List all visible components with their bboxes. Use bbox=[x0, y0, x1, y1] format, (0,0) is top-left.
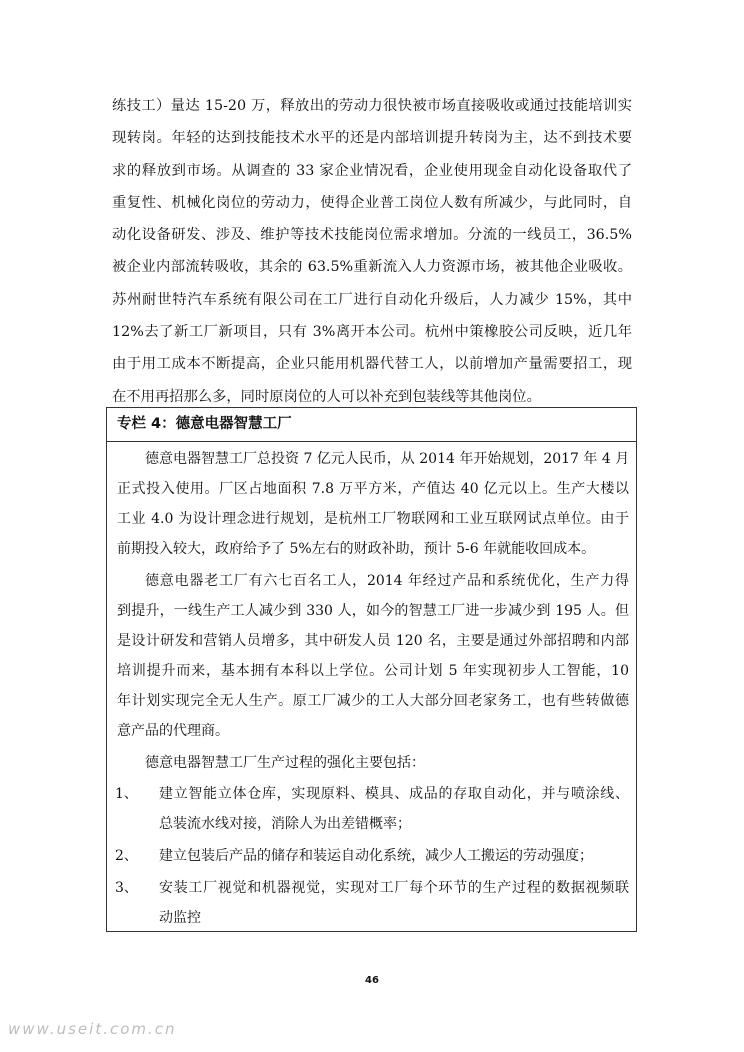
list-intro: 德意电器智慧工厂生产过程的强化主要包括： bbox=[145, 755, 425, 771]
body-line: 苏州耐世特汽车系统有限公司在工厂进行自动化升级后，人力减少 15%，其中 bbox=[112, 291, 632, 308]
watermark: www.useit.com.cn bbox=[8, 1020, 177, 1038]
page-number: 46 bbox=[365, 975, 379, 986]
list-number: 1、 bbox=[115, 786, 138, 802]
list-item-line: 建立智能立体仓库，实现原料、模具、成品的存取自动化，并与喷涂线、 bbox=[159, 786, 629, 802]
body-line: 被企业内部流转吸收，其余的 63.5%重新流入人力资源市场，被其他企业吸收。 bbox=[112, 259, 632, 276]
box-p1-line: 德意电器智慧工厂总投资 7 亿元人民币，从 2014 年开始规划，2017 年 4 月 bbox=[145, 451, 629, 467]
body-paragraph bbox=[112, 90, 632, 413]
list-number: 3、 bbox=[115, 880, 138, 896]
list-number: 2、 bbox=[115, 848, 138, 864]
box-p2-line: 培训提升而来，基本拥有本科以上学位。公司计划 5 年实现初步人工智能，10 bbox=[117, 663, 629, 679]
box-p2-line: 德意电器老工厂有六七百名工人，2014 年经过产品和系统优化，生产力得 bbox=[145, 573, 629, 589]
body-line: 现转岗。年轻的达到技能技术水平的还是内部培训提升转岗为主，达不到技术要 bbox=[112, 130, 632, 147]
list-item-line: 安装工厂视觉和机器视觉，实现对工厂每个环节的生产过程的数据视频联 bbox=[159, 880, 629, 896]
list-item-line: 建立包装后产品的储存和装运自动化系统，减少人工搬运的劳动强度； bbox=[159, 848, 593, 864]
body-line: 练技工）量达 15-20 万，释放出的劳动力很快被市场直接吸收或通过技能培训实 bbox=[112, 98, 632, 114]
body-line: 重复性、机械化岗位的劳动力，使得企业普工岗位人数有所减少，与此同时，自 bbox=[112, 194, 632, 211]
box-p1-line: 工业 4.0 为设计理念进行规划，是杭州工厂物联网和工业互联网试点单位。由于 bbox=[117, 511, 629, 527]
box-p1-line: 前期投入较大，政府给予了 5%左右的财政补助，预计 5-6 年就能收回成本。 bbox=[117, 541, 596, 557]
box-p2-line: 是设计研发和营销人员增多，其中研发人员 120 名，主要是通过外部招聘和内部 bbox=[117, 633, 629, 649]
list-item-line: 总装流水线对接，消除人为出差错概率； bbox=[159, 816, 411, 832]
box-title: 专栏 4：德意电器智慧工厂 bbox=[107, 408, 636, 442]
case-study-box bbox=[106, 407, 637, 932]
list-item-line: 动监控 bbox=[159, 910, 201, 926]
body-line: 在不用再招那么多，同时原岗位的人可以补充到包装线等其他岗位。 bbox=[112, 388, 541, 405]
body-line: 动化设备研发、涉及、维护等技术技能岗位需求增加。分流的一线员工，36.5% bbox=[112, 227, 632, 244]
box-p1-line: 正式投入使用。厂区占地面积 7.8 万平方米，产值达 40 亿元以上。生产大楼以 bbox=[117, 481, 629, 497]
box-p2-line: 到提升，一线生产工人减少到 330 人，如今的智慧工厂进一步减少到 195 人。但 bbox=[117, 603, 629, 619]
box-p2-line: 意产品的代理商。 bbox=[117, 723, 229, 739]
box-p2-line: 年计划实现完全无人生产。原工厂减少的工人大部分回老家务工，也有些转做德 bbox=[117, 693, 629, 709]
body-line: 12%去了新工厂新项目，只有 3%离开本公司。杭州中策橡胶公司反映，近几年 bbox=[112, 324, 632, 341]
body-line: 求的释放到市场。从调查的 33 家企业情况看，企业使用现金自动化设备取代了 bbox=[112, 162, 632, 179]
body-line: 由于用工成本不断提高，企业只能用机器代替工人，以前增加产量需要招工，现 bbox=[112, 356, 632, 373]
